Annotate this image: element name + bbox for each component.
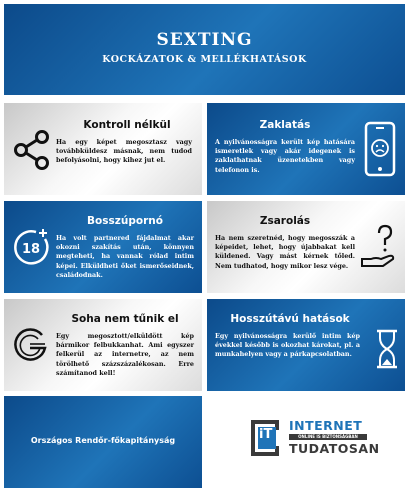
- card-text: Ha egy képet megosztasz vagy továbbküldesz másnak, nem tudod befolyásolni, hogy kihez jut el.: [56, 138, 192, 165]
- logo-mark: iT: [259, 427, 273, 442]
- share-icon: [13, 129, 51, 171]
- card-text: Ha nem szeretnéd, hogy megosszák a képeidet, lehet, hogy újabbakat kell küldened. Vagy mást kérnek tőled. Nem tudhatod, hogy mikor lesz vége.: [215, 234, 355, 270]
- logo-panel: [207, 396, 405, 488]
- google-icon: [11, 326, 49, 364]
- police-name: Országos Rendőr-főkapitányság: [30, 436, 176, 445]
- card-title: Hosszútávú hatások: [230, 313, 350, 325]
- card-soha-nem-tunik-el: [4, 299, 202, 391]
- card-title: Kontroll nélkül: [83, 119, 171, 131]
- card-zaklatas: [207, 103, 405, 195]
- page-title: SEXTING: [156, 30, 253, 50]
- card-text: Egy nyilvánosságra kerülő intim kép évekkel később is okozhat károkat, pl. a munkahelyen vagy a párkapcsolatban.: [215, 332, 360, 359]
- 18-plus-icon: [12, 227, 52, 267]
- card-text: Ha volt partnered fájdalmat akar okozni szakítás után, könnyen megteheti, ha vannak rólad intim képei. Elküldheti őket ismerőseidnek, családodnak.: [56, 234, 194, 279]
- header-banner: [4, 4, 405, 95]
- card-title: Zsarolás: [259, 215, 311, 227]
- question-hand-icon: [359, 223, 399, 271]
- police-banner: [4, 396, 202, 488]
- card-title: Zaklatás: [259, 119, 311, 131]
- card-hosszutavu-hatasok: [207, 299, 405, 391]
- logo-line1: INTERNET: [289, 418, 363, 433]
- card-kontroll: [4, 103, 202, 195]
- card-bosszuporno: [4, 201, 202, 293]
- logo-line2: ONLINE IS BIZTONSÁGBAN: [289, 434, 367, 440]
- hourglass-icon: [375, 329, 399, 369]
- logo-line3: TUDATOSAN: [289, 441, 380, 456]
- card-zsarolas: [207, 201, 405, 293]
- sad-phone-icon: [364, 121, 396, 177]
- card-text: A nyilvánosságra került kép hatására ismeretlek vagy akár idegenek is zaklathatnak üzenetekben vagy telefonon is.: [215, 138, 355, 174]
- svg-text:18: 18: [21, 242, 41, 257]
- page-subtitle: KOCKÁZATOK & MELLÉKHATÁSOK: [102, 54, 307, 65]
- card-text: Egy megosztott/elküldött kép bármikor felbukkanhat. Ami egyszer felkerül az internetre, az nem törölhető százszázalékosan. Erre számítanod kell!: [56, 332, 194, 377]
- card-title: Bosszúpornó: [87, 215, 163, 227]
- card-title: Soha nem tűnik el: [71, 313, 179, 325]
